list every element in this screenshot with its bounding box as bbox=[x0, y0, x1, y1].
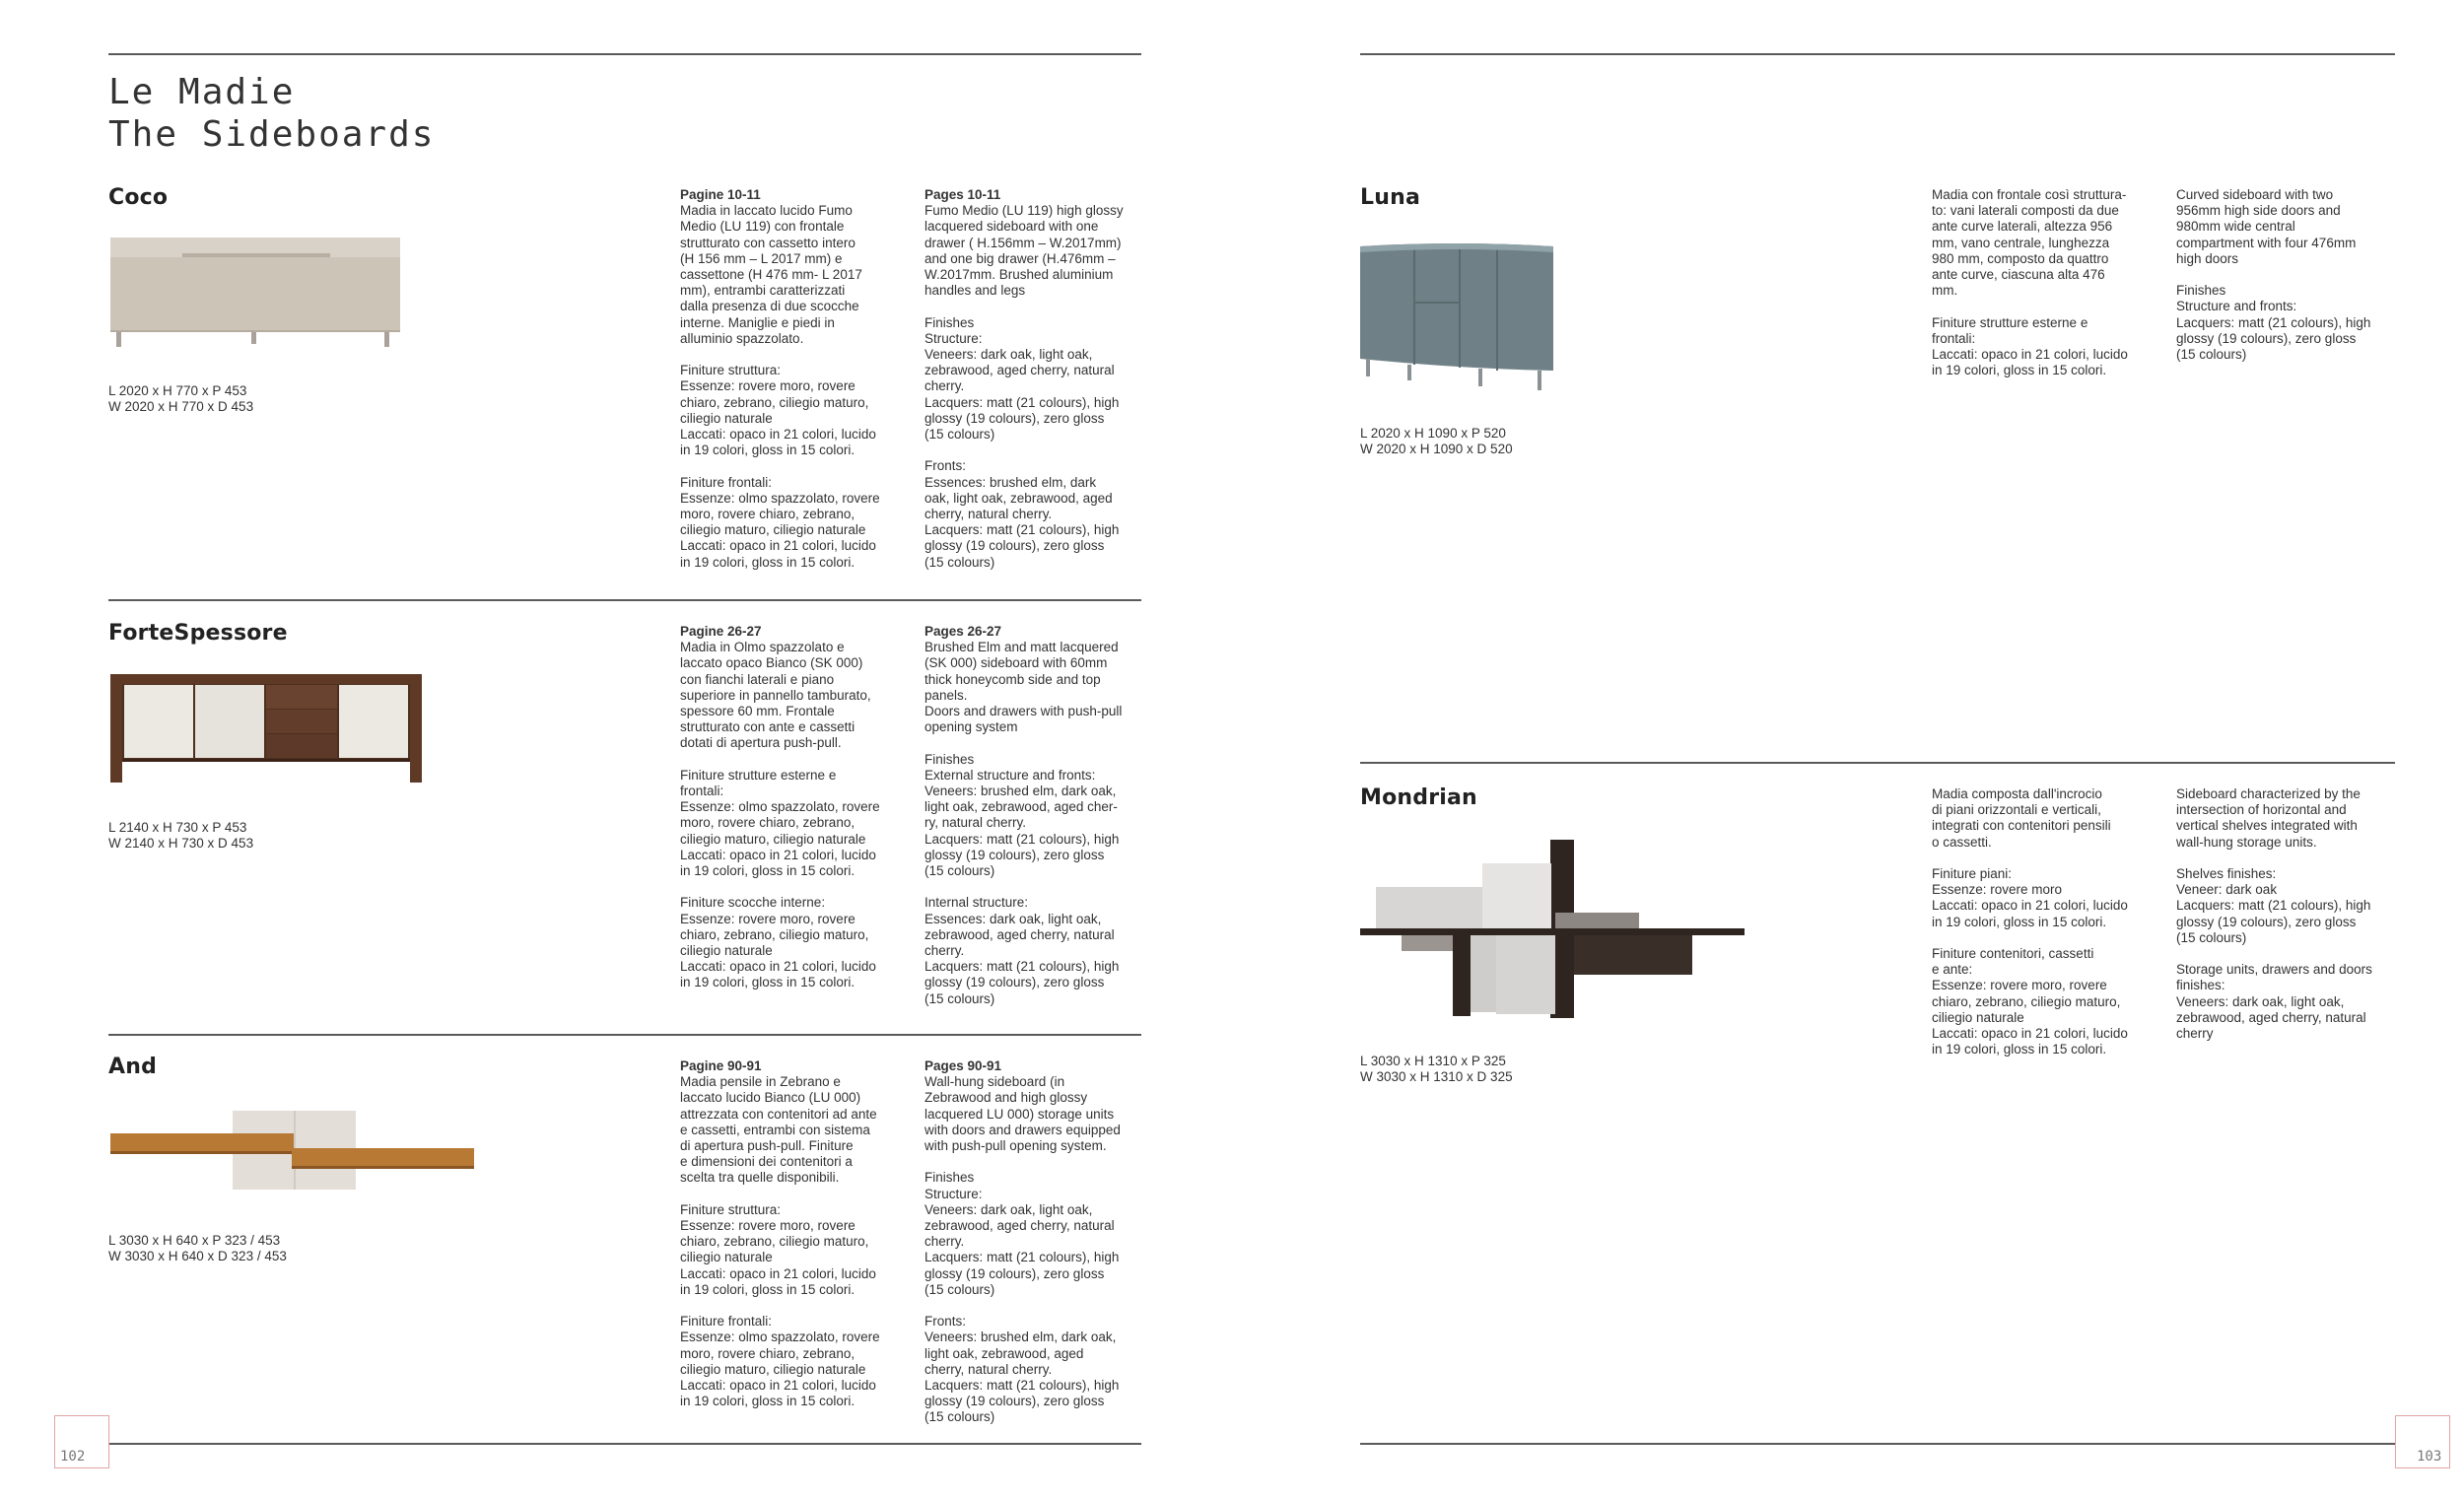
luna-dimensions: L 2020 x H 1090 x P 520 W 2020 x H 1090 x D 520 bbox=[1360, 426, 1513, 457]
luna-text-english bbox=[2176, 187, 2398, 363]
product-name-mondrian: Mondrian bbox=[1360, 785, 1477, 810]
divider-luna-mondrian bbox=[1360, 762, 2395, 764]
coco-dimensions: L 2020 x H 770 x P 453 W 2020 x H 770 x D 453 bbox=[108, 383, 254, 415]
fortespessore-pages-italian: Pagine 26-27 bbox=[680, 624, 762, 639]
fortespessore-dimensions: L 2140 x H 730 x P 453 W 2140 x H 730 x D 453 bbox=[108, 820, 254, 852]
product-name-coco: Coco bbox=[108, 185, 169, 210]
bottom-rule-right bbox=[1360, 1443, 2395, 1445]
and-body-english: Wall-hung sideboard (in Zebrawood and high glossy lacquered LU 000) storage units with doors and drawers equipped with push-pull opening system. Finishes Structure: Veneers: dark oak, light oak, zebrawood, aged cherry, natural cherry. Lacquers: matt (21 colours), high glossy (19 colours), zero gloss (15 colours) Fronts: Veneers: brushed elm, dark oak, light oak, zebrawood, aged cherry, natural cherry. Lacquers: matt (21 colours), high glossy (19 colours), zero gloss (15 colours) bbox=[924, 1074, 1121, 1425]
divider-forte-and bbox=[108, 1034, 1141, 1036]
fortespessore-text-english bbox=[924, 624, 1146, 1007]
and-sideboard-image bbox=[108, 1109, 478, 1193]
and-text-italian bbox=[680, 1058, 902, 1409]
fortespessore-sideboard-image bbox=[108, 672, 424, 785]
and-body-italian: Madia pensile in Zebrano e laccato lucido Bianco (LU 000) attrezzata con contenitori ad ante e cassetti, entrambi con sistema di apertura push-pull. Finiture e dimensioni dei contenitori a scelta tra quelle disponibili. Finiture struttura: Essenze: rovere moro, rovere chiaro, zebrano, ciliegio maturo, ciliegio naturale Laccati: opaco in 21 colori, lucido in 19 colori, gloss in 15 colori. Finiture frontali: Essenze: olmo spazzolato, rovere moro, rovere chiaro, zebrano, ciliegio maturo, ciliegio naturale Laccati: opaco in 21 colori, lucido in 19 colori, gloss in 15 colori. bbox=[680, 1074, 880, 1409]
top-rule-right bbox=[1360, 53, 2395, 55]
coco-pages-italian: Pagine 10-11 bbox=[680, 187, 761, 202]
product-name-luna: Luna bbox=[1360, 185, 1420, 210]
mondrian-sideboard-image bbox=[1358, 838, 1747, 1020]
coco-body-english: Fumo Medio (LU 119) high glossy lacquered sideboard with one drawer ( H.156mm – W.2017mm) and one big drawer (H.476mm – W.2017mm. Brushed aluminium handles and legs Finishes Structure: Veneers: dark oak, light oak, zebrawood, aged cherry, natural cherry. Lacquers: matt (21 colours), high glossy (19 colours), zero gloss (15 colours) Fronts: Essences: brushed elm, dark oak, light oak, zebrawood, aged cherry, natural cherry. Lacquers: matt (21 colours), high glossy (19 colours), zero gloss (15 colours) bbox=[924, 203, 1124, 570]
luna-text-italian bbox=[1932, 187, 2154, 378]
and-text-english bbox=[924, 1058, 1146, 1426]
mondrian-body-english: Sideboard characterized by the intersection of horizontal and vertical shelves integrated with wall-hung storage units. Shelves finishes: Veneer: dark oak Lacquers: matt (21 colours), high glossy (19 colours), zero gloss (15 colours) Storage units, drawers and doors finishes: Veneers: dark oak, light oak, zebrawood, aged cherry, natural cherry bbox=[2176, 786, 2372, 1042]
coco-text-italian bbox=[680, 187, 902, 571]
spread-title: Le Madie The Sideboards bbox=[108, 72, 436, 155]
mondrian-body-italian: Madia composta dall'incrocio di piani orizzontali e verticali, integrati con contenitori pensili o cassetti. Finiture piani: Essenze: rovere moro Laccati: opaco in 21 colori, lucido in 19 colori, gloss in 15 colori. Finiture contenitori, cassetti e ante: Essenze: rovere moro, rovere chiaro, zebrano, ciliegio maturo, ciliegio naturale Laccati: opaco in 21 colori, lucido in 19 colori, gloss in 15 colori. bbox=[1932, 786, 2128, 1057]
mondrian-text-italian bbox=[1932, 786, 2154, 1057]
mondrian-dimensions: L 3030 x H 1310 x P 325 W 3030 x H 1310 x D 325 bbox=[1360, 1054, 1513, 1085]
bottom-rule-left bbox=[108, 1443, 1141, 1445]
page-number-left: 102 bbox=[60, 1449, 86, 1465]
page-number-right: 103 bbox=[2417, 1449, 2442, 1465]
and-pages-english: Pages 90-91 bbox=[924, 1058, 1002, 1073]
mondrian-text-english bbox=[2176, 786, 2398, 1042]
coco-body-italian: Madia in laccato lucido Fumo Medio (LU 119) con frontale strutturato con cassetto intero (H 156 mm – L 2017 mm) e cassettone (H 476 mm- L 2017 mm), entrambi caratterizzati dalla presenza di due scocche interne. Maniglie e piedi in alluminio spazzolato. Finiture struttura: Essenze: rovere moro, rovere chiaro, zebrano, ciliegio maturo, ciliegio naturale Laccati: opaco in 21 colori, lucido in 19 colori, gloss in 15 colori. Finiture frontali: Essenze: olmo spazzolato, rovere moro, rovere chiaro, zebrano, ciliegio maturo, ciliegio naturale Laccati: opaco in 21 colori, lucido in 19 colori, gloss in 15 colori. bbox=[680, 203, 880, 570]
product-name-and: And bbox=[108, 1055, 158, 1079]
divider-coco-forte bbox=[108, 599, 1141, 601]
top-rule-left bbox=[108, 53, 1141, 55]
coco-pages-english: Pages 10-11 bbox=[924, 187, 1001, 202]
fortespessore-pages-english: Pages 26-27 bbox=[924, 624, 1002, 639]
and-pages-italian: Pagine 90-91 bbox=[680, 1058, 762, 1073]
product-name-fortespessore: ForteSpessore bbox=[108, 621, 288, 646]
fortespessore-body-italian: Madia in Olmo spazzolato e laccato opaco Bianco (SK 000) con fianchi laterali e piano superiore in pannello tamburato, spessore 60 mm. Frontale strutturato con ante e cassetti dotati di apertura push-pull. Finiture strutture esterne e frontali: Essenze: olmo spazzolato, rovere moro, rovere chiaro, zebrano, ciliegio maturo, ciliegio naturale Laccati: opaco in 21 colori, lucido in 19 colori, gloss in 15 colori. Finiture scocche interne: Essenze: rovere moro, rovere chiaro, zebrano, ciliegio maturo, ciliegio naturale Laccati: opaco in 21 colori, lucido in 19 colori, gloss in 15 colori. bbox=[680, 640, 880, 990]
and-dimensions: L 3030 x H 640 x P 323 / 453 W 3030 x H 640 x D 323 / 453 bbox=[108, 1233, 287, 1264]
coco-sideboard-image bbox=[108, 235, 404, 353]
fortespessore-body-english: Brushed Elm and matt lacquered (SK 000) sideboard with 60mm thick honeycomb side and top panels. Doors and drawers with push-pull opening system Finishes External structure and fronts: Veneers: brushed elm, dark oak, light oak, zebrawood, aged cher- ry, natural cherry. Lacquers: matt (21 colours), high glossy (19 colours), zero gloss (15 colours) Internal structure: Essences: dark oak, light oak, zebrawood, aged cherry, natural cherry. Lacquers: matt (21 colours), high glossy (19 colours), zero gloss (15 colours) bbox=[924, 640, 1123, 1006]
luna-sideboard-image bbox=[1358, 242, 1555, 400]
luna-body-italian: Madia con frontale così struttura- to: vani laterali composti da due ante curve laterali, altezza 956 mm, vano centrale, lunghezza 980 mm, composto da quattro ante curve, ciascuna alta 476 mm. Finiture strutture esterne e frontali: Laccati: opaco in 21 colori, lucido in 19 colori, gloss in 15 colori. bbox=[1932, 187, 2128, 378]
fortespessore-text-italian bbox=[680, 624, 902, 991]
coco-text-english bbox=[924, 187, 1146, 571]
luna-body-english: Curved sideboard with two 956mm high side doors and 980mm wide central compartment with four 476mm high doors Finishes Structure and fronts: Lacquers: matt (21 colours), high glossy (19 colours), zero gloss (15 colours) bbox=[2176, 187, 2371, 363]
